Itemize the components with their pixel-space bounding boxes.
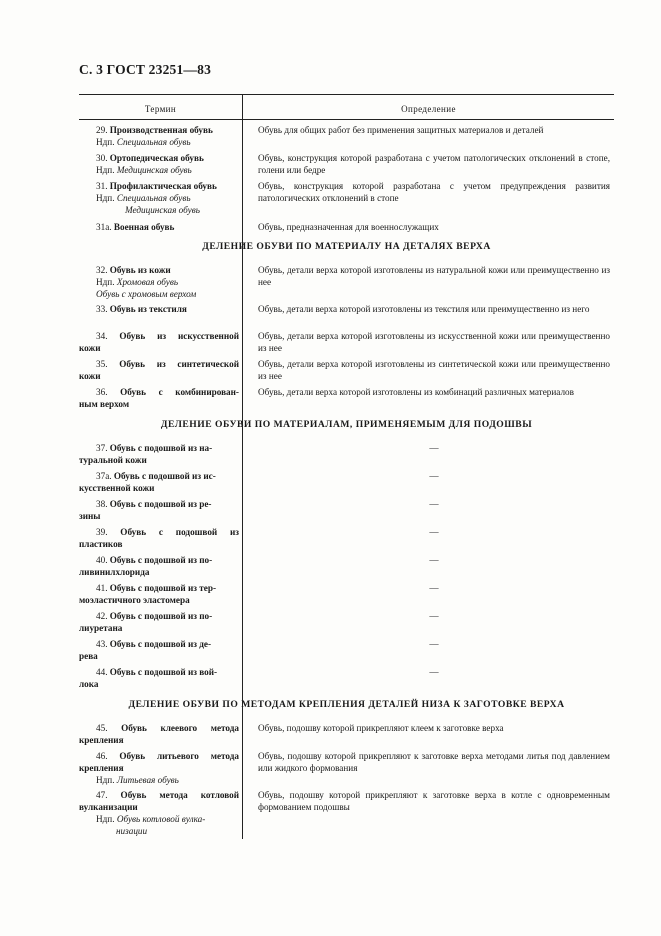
term-entry: 38. Обувь с подошвой из ре- зины [79,499,212,521]
term-entry: 47. Обувь метода котловой вулканизации Ндп. Обувь котловой вулка- низации [79,790,239,836]
definition-entry: Обувь, детали верха которой изготовлены из натуральной кожи или преимущественно из нее [258,265,610,287]
term-entry: 37а. Обувь с подошвой из ис- кусственной кожи [79,471,216,493]
term-entry: 40. Обувь с подошвой из по- ливинилхлорида [79,555,213,577]
table-header-rule [79,119,614,120]
term-entry: 31а. Военная обувь [96,222,175,232]
definition-entry: — [429,583,439,593]
definition-entry: Обувь, конструкция которой разработана с учетом предупреждения развития патологических отклонений в стопе [258,181,610,203]
term-column-header: Термин [144,104,177,114]
definition-entry: — [429,527,439,537]
term-entry: 35. Обувь из синтетической кожи [79,359,239,381]
column-divider [242,94,243,839]
section-heading: ДЕЛЕНИЕ ОБУВИ ПО МЕТОДАМ КРЕПЛЕНИЯ ДЕТАЛЕЙ НИЗА К ЗАГОТОВКЕ ВЕРХА [128,699,565,710]
definition-entry: — [429,471,439,481]
term-entry: 41. Обувь с подошвой из тер- моэластичного эластомера [79,583,217,605]
section-heading: ДЕЛЕНИЕ ОБУВИ ПО МАТЕРИАЛАМ, ПРИМЕНЯЕМЫМ ДЛЯ ПОДОШВЫ [160,419,533,430]
definition-entry: Обувь, конструкция которой разработана с учетом патологических отклонений в стопе, голени или бедре [258,153,610,175]
definition-entry: Обувь, детали верха которой изготовлены из искусственной кожи или преимущественно из нее [258,331,610,353]
definition-column-header: Определение [401,104,456,114]
definition-entry: — [429,555,439,565]
section-heading: ДЕЛЕНИЕ ОБУВИ ПО МАТЕРИАЛУ НА ДЕТАЛЯХ ВЕРХА [202,241,491,252]
definition-entry: — [429,639,439,649]
definition-entry: Обувь для общих работ без применения защитных материалов и деталей [258,125,544,135]
definition-entry: — [429,443,439,453]
term-entry: 29. Производственная обувь Ндп. Специальная обувь [96,125,213,147]
definition-entry: Обувь, детали верха которой изготовлены из комбинаций различных материалов [258,387,574,397]
term-entry: 32. Обувь из кожи Ндп. Хромовая обувь Обувь с хромовым верхом [96,265,197,299]
term-entry: 43. Обувь с подошвой из де- рева [79,639,212,661]
definition-entry: Обувь, подошву которой прикрепляют клеем к заготовке верха [258,723,504,733]
term-entry: 45. Обувь клеевого метода крепления [79,723,239,745]
term-entry: 34. Обувь из искусственной кожи [79,331,239,353]
definition-entry: Обувь, подошву которой прикрепляют к заготовке верха в котле с одновременным формованием подошвы [258,790,610,812]
definition-entry: — [429,499,439,509]
page-header: С. 3 ГОСТ 23251—83 [79,62,212,77]
definition-entry: — [429,611,439,621]
term-entry: 30. Ортопедическая обувь Ндп. Медицинская обувь [96,153,204,175]
term-entry: 31. Профилактическая обувь Ндп. Специальная обувь Медицинская обувь [96,181,217,215]
term-entry: 33. Обувь из текстиля [96,304,187,314]
term-entry: 37. Обувь с подошвой из на- туральной кожи [79,443,213,465]
definition-entry: Обувь, детали верха которой изготовлены из синтетической кожи или преимущественно из нее [258,359,610,381]
definition-entry: — [429,667,439,677]
term-entry: 44. Обувь с подошвой из вой- лока [79,667,218,689]
term-entry: 42. Обувь с подошвой из по- лиуретана [79,611,213,633]
table-top-rule [79,94,614,95]
term-entry: 36. Обувь с комбинирован- ным верхом [79,387,239,409]
definition-entry: Обувь, предназначенная для военнослужащих [258,222,439,232]
term-entry: 39. Обувь с подошвой из пластиков [79,527,239,549]
term-entry: 46. Обувь литьевого метода крепления Ндп. Литьевая обувь [79,751,239,785]
definition-entry: Обувь, детали верха которой изготовлены из текстиля или преимущественно из него [258,304,590,314]
definition-entry: Обувь, подошву которой прикрепляют к заготовке верха методами литья под давлением или жидкого формования [258,751,610,773]
